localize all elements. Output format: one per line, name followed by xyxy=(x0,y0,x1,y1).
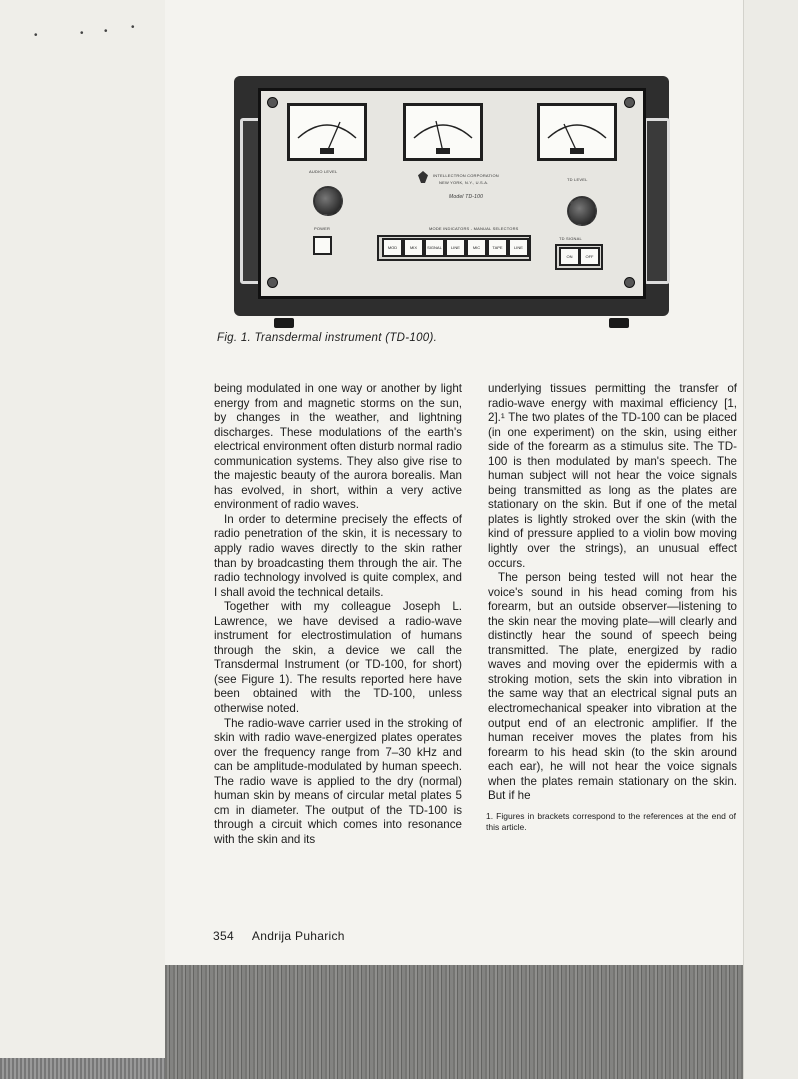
mode-button: TAPE xyxy=(487,238,508,257)
mode-button: LINE xyxy=(445,238,466,257)
paragraph: The person being tested will not hear the voice's sound in his head coming from his forearm, but an outside observer—listening to the skin near the moving plate—will clearly and distinctly hear the sound of speech being transmitted. The plate, energized by radio waves and moving over the epidermis with a stroking motion, sets the skin into vibration in the same way that an electrical signal puts an electromechanical speaker into vibration at the output end of an electronic amplifier. If the human receiver moves the plates from his forearm to his head skin (to the skin around each ear), he will not hear the voice signals when the plates remain stationary on the skin. But if he xyxy=(488,571,737,803)
mode-button: MOD xyxy=(382,238,403,257)
signal-on-button: ON xyxy=(559,247,580,266)
right-meter xyxy=(537,103,617,161)
screw xyxy=(267,277,278,288)
front-panel xyxy=(258,88,646,299)
paragraph: In order to determine precisely the effects of radio penetration of the skin, it is necessary to apply radio waves directly to the skin rather than by broadcasting them through the air. The radio technology involved is quite complex, and I shall avoid the technical details. xyxy=(214,512,462,599)
screw xyxy=(267,97,278,108)
scan-shadow-band-left xyxy=(0,1058,165,1079)
right-column xyxy=(488,382,737,804)
footnote: 1. Figures in brackets correspond to the references at the end of this article. xyxy=(486,811,736,832)
scan-speck: • xyxy=(104,26,108,37)
mode-button: MIC xyxy=(466,238,487,257)
left-column xyxy=(214,382,462,848)
screw xyxy=(624,277,635,288)
mode-selector-label: MODE INDICATORS - MANUAL SELECTORS xyxy=(429,226,519,231)
td-level-knob xyxy=(567,196,597,226)
right-page-edge xyxy=(743,0,798,1079)
signal-button-row xyxy=(555,244,603,270)
audio-level-knob xyxy=(313,186,343,216)
page-number: 354 xyxy=(213,929,234,943)
scan-speck: • xyxy=(131,22,135,33)
mode-button-row xyxy=(377,235,531,261)
paragraph: Together with my colleague Joseph L. Lawrence, we have devised a radio-wave instrument for electrostimulation of humans through the skin, a device we call the Transdermal Instrument (or TD-100, for short) (see Figure 1). The results reported here have been obtained with the TD-100, unless otherwise noted. xyxy=(214,600,462,716)
screw xyxy=(624,97,635,108)
power-button xyxy=(313,236,332,255)
running-author: Andrija Puharich xyxy=(251,929,345,943)
figure-td100-photo xyxy=(220,70,690,330)
paragraph: underlying tissues permitting the transfer of radio-wave energy with maximal efficiency [1, 2].¹ The two plates of the TD-100 can be placed (in one experiment) on the skin, using either side of the forearm as a stimulus site. The TD-100 is then modulated by man's speech. The human subject will not hear the voice signals being transmitted as long as the plates are stationary on the skin. But if one of the metal plates is lightly stroked over the skin (with the kind of pressure applied to a violin bow moving lightly over the strings), an unusual effect occurs. xyxy=(488,382,737,570)
figure-caption: Fig. 1. Transdermal instrument (TD-100). xyxy=(217,332,438,344)
mode-button: SIGNAL xyxy=(424,238,445,257)
page-footer xyxy=(213,929,345,943)
power-label: POWER xyxy=(314,226,331,231)
scan-speck: • xyxy=(80,28,84,39)
manufacturer-logo xyxy=(418,171,428,183)
td-signal-label: TD SIGNAL xyxy=(559,236,582,241)
model-label: Model TD-100 xyxy=(449,194,484,200)
manufacturer-line2: NEW YORK, N.Y., U.S.A. xyxy=(439,180,489,185)
paragraph: The radio-wave carrier used in the stroking of skin with radio wave-energized plates operates over the frequency range from 7–30 kHz and can be amplitude-modulated by human speech. The radio wave is applied to the dry (normal) human skin by means of circular metal plates 5 cm in diameter. The output of the TD-100 is through a circuit which comes into resonance with the skin and its xyxy=(214,716,462,846)
case-foot xyxy=(609,318,629,328)
case-foot xyxy=(274,318,294,328)
scan-speck: • xyxy=(34,30,38,41)
audio-level-label: AUDIO LEVEL xyxy=(309,169,338,174)
facing-page-gutter xyxy=(0,0,166,1079)
signal-off-button: OFF xyxy=(579,247,600,266)
mode-button: LINE xyxy=(508,238,529,257)
center-meter xyxy=(403,103,483,161)
td-level-label: TD LEVEL xyxy=(567,177,588,182)
left-meter xyxy=(287,103,367,161)
right-handle xyxy=(644,118,670,284)
mode-button: MIX xyxy=(403,238,424,257)
paragraph: being modulated in one way or another by light energy from and magnetic storms on the sun, by changes in the weather, and lightning discharges. These modulations of the earth's electrical environment often disturb normal radio communication systems. They also give rise to the majestic beauty of the aurora borealis. Man has evolved, in short, within a very active environment of radio waves. xyxy=(214,382,462,512)
manufacturer-line1: INTELLECTRON CORPORATION xyxy=(433,173,499,178)
scan-shadow-band xyxy=(165,965,743,1079)
